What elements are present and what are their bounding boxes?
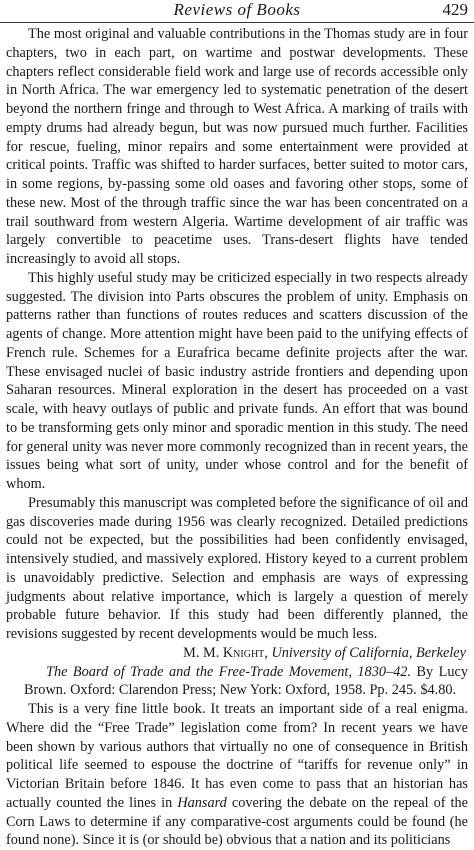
review1-paragraph-3: Presumably this manuscript was completed before the significance of oil and gas discoveries made during 1956 was clearly recognized. Detailed predictions could not be expected, but the possibilities had been confidently envisaged, intensively studied, and massively explored. History keyed to a current problem is unavoidably predictive. Selection and emphasis are ways of expressing judgments about relative importance, which is largely a question of merely probable future behavior. If this study had been differently planned, the revisions suggested by recent developments would be much less. [6,494,468,642]
review1-paragraph-1: The most original and valuable contributions in the Thomas study are in four chapters, two in each part, on wartime and postwar developments. These chapters reflect considerable field work and large use of records accessible only in North Africa. The war emergency led to systematic penetration of the desert beyond the northern fringe and through to West Africa. A marking of trails with empty drums had already begun, but was now pursued much further. Facilities for rescue, fueling, minor repairs and some entertainment were provided at critical points. Traffic was shifted to harder surfaces, better suited to motor cars, in some regions, by-passing some old oases and favoring other stops, some of these new. Most of the through traffic since the war has been concentrated on a trail southward from western Algeria. Wartime development of air traffic was largely convertible to peacetime uses. Trans-desert flights have tended increasingly to avoid all stops. [6,26,468,267]
reviewer-affiliation: University of California, Berkeley [271,644,466,661]
reviewer-name: M. M. Knight, [183,644,268,661]
review1-signature [6,644,468,663]
review2-book-info: By Lucy Brown. Oxford: Clarendon Press; New York: Oxford, 1958. Pp. 245. $4.80. [24,663,469,699]
review2-paragraph-1-end: covering the debate on the repeal of the Corn Laws to determine if any comparative-cost arguments could be found (he found none). Since it is (or should be) obvious that a nation and its politicians [6,794,469,849]
running-head-title: Reviews of Books [173,0,301,19]
review2-paragraph-1 [6,700,468,850]
hansard-italic: Hansard [177,794,227,811]
header-rule [0,22,474,23]
running-head [0,0,474,24]
review2-heading [6,663,468,701]
review2-paragraph-1-start: This is a very fine little book. It treats an important side of a real enigma. Where did the “Free Trade” legislation come from? In recent years we have been shown by various authors that virtually no one of consequence in British political life seemed to espouse the doctrine of “tariffs for revenue only” in Victorian Britain before 1846. It has even come to pass that an historian has actually counted the lines in [6,701,468,811]
review2-book-title: The Board of Trade and the Free-Trade Movement, 1830–42. [46,663,412,680]
body-text [6,25,468,850]
review1-paragraph-2: This highly useful study may be criticized especially in two respects already suggested. The division into Parts obscures the problem of unity. Emphasis on patterns rather than functions of routes reduces and scatters discussion of the agents of change. More attention might have been paid to the unifying effects of French rule. Schemes for a Eurafrica became definite projects after the war. These envisaged nuclei of basic industry astride frontiers and depending upon Saharan resources. Mineral exploration in the desert has proceeded on a vast scale, with heavy outlays of public and private funds. An effort that was bound to be transforming gets only minor and sporadic mention in this study. The need for general unity was never more commonly recognized than in recent years, the issues being what sort of unity, under whose control and for the benefit of whom. [6,269,468,492]
page-number: 429 [442,0,468,19]
